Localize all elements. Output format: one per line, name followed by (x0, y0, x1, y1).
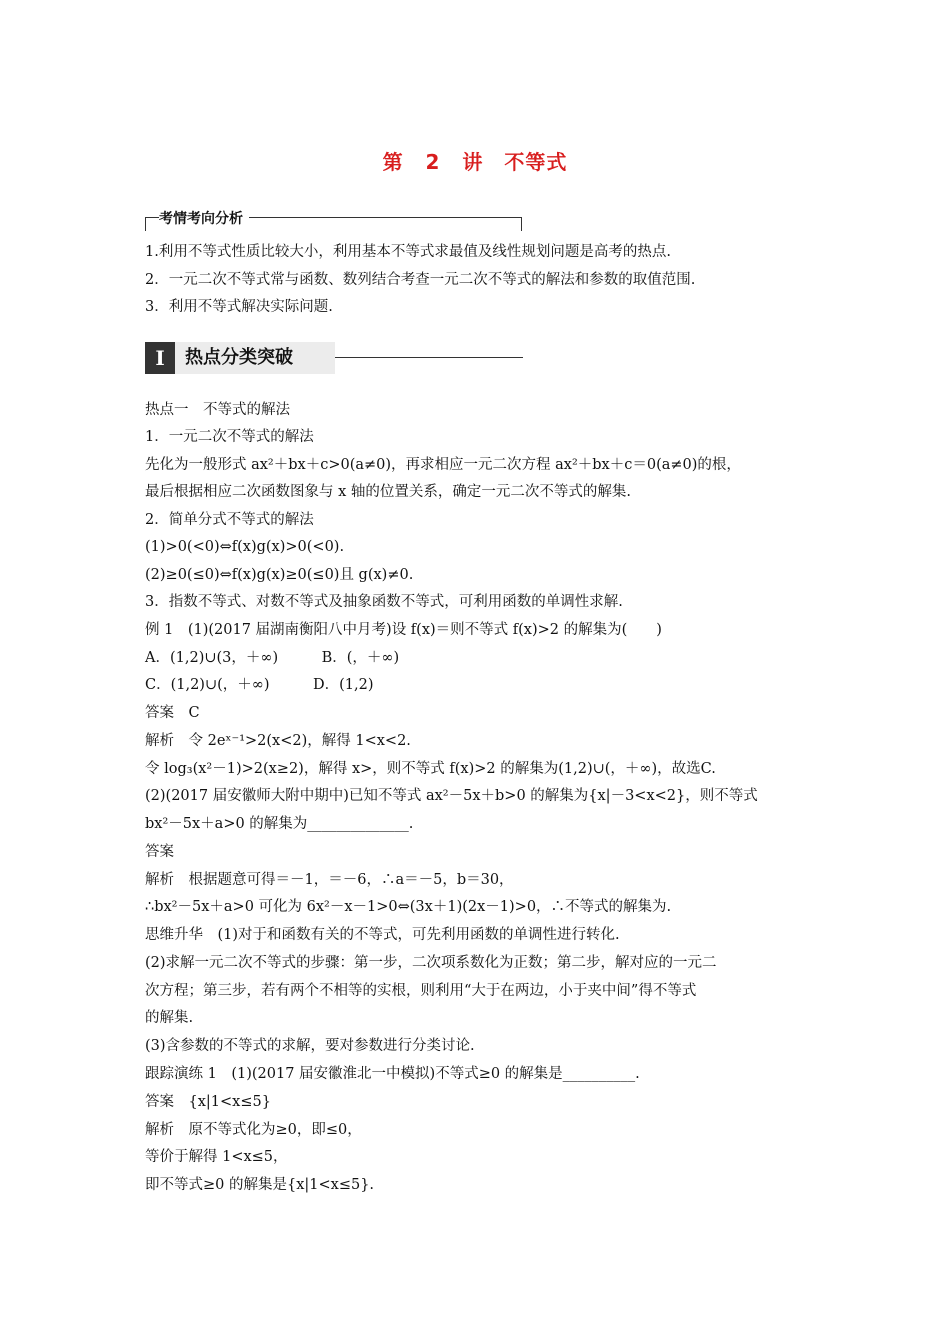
body-line: 最后根据相应二次函数图象与 x 轴的位置关系，确定一元二次不等式的解集. (145, 484, 632, 500)
analysis-rule-left-cap (145, 217, 146, 231)
body-line: 思维升华 (1)对于和函数有关的不等式，可先利用函数的单调性进行转化. (145, 927, 620, 943)
body-line: (3)含参数的不等式的求解，要对参数进行分类讨论. (145, 1038, 475, 1054)
body-line: 1．一元二次不等式的解法 (145, 429, 314, 445)
analysis-item: 2．一元二次不等式常与函数、数列结合考查一元二次不等式的解法和参数的取值范围. (145, 272, 696, 288)
body-line: (2)(2017 届安徽师大附中期中)已知不等式 ax²－5x＋b>0 的解集为{x|－3<x<2}，则不等式 (145, 788, 758, 804)
body-line: 先化为一般形式 ax²＋bx＋c>0(a≠0)，再求相应一元二次方程 ax²＋bx＋c＝0(a≠0)的根， (145, 457, 741, 473)
body-line: 3．指数不等式、对数不等式及抽象函数不等式，可利用函数的单调性求解. (145, 594, 623, 610)
body-line: 令 log₃(x²－1)>2(x≥2)，解得 x>，则不等式 f(x)>2 的解集为(1,2)∪(，＋∞)，故选C. (145, 761, 716, 777)
body-line: 答案 (145, 844, 174, 860)
body-line: 例 1 (1)(2017 届湖南衡阳八中月考)设 f(x)＝则不等式 f(x)>2 的解集为( ) (145, 622, 662, 638)
body-line: 热点一 不等式的解法 (145, 402, 290, 418)
body-line: 2．简单分式不等式的解法 (145, 512, 314, 528)
body-line: bx²－5x＋a>0 的解集为______________. (145, 816, 414, 832)
body-line: 等价于解得 1<x≤5， (145, 1149, 288, 1165)
page-title: 第 2 讲 不等式 (382, 150, 568, 174)
body-line: (2)求解一元二次不等式的步骤：第一步，二次项系数化为正数；第二步，解对应的一元二 (145, 955, 717, 971)
body-line: C．(1,2)∪(，＋∞) D．(1,2) (145, 677, 374, 693)
body-line: 解析 根据题意可得＝－1，＝－6，∴a＝－5，b＝30， (145, 872, 514, 888)
analysis-label: 考情考向分析 (159, 208, 249, 228)
body-line: 答案 {x|1<x≤5} (145, 1094, 271, 1110)
analysis-item: 3．利用不等式解决实际问题. (145, 299, 333, 315)
body-line: 答案 C (145, 705, 200, 721)
body-line: 次方程；第三步，若有两个不相等的实根，则利用“大于在两边，小于夹中间”得不等式 (145, 983, 697, 999)
body-line: (2)≥0(≤0)⇔f(x)g(x)≥0(≤0)且 g(x)≠0. (145, 567, 414, 583)
body-line: 的解集. (145, 1010, 194, 1026)
analysis-header (145, 208, 522, 232)
section-numeral: I (145, 342, 175, 374)
body-line: A．(1,2)∪(3，＋∞) B．(，＋∞) (145, 650, 400, 666)
body-line: 即不等式≥0 的解集是{x|1<x≤5}. (145, 1177, 375, 1193)
body-line: (1)>0(<0)⇔f(x)g(x)>0(<0). (145, 539, 345, 555)
analysis-rule-right-cap (521, 217, 522, 231)
analysis-item: 1.利用不等式性质比较大小，利用基本不等式求最值及线性规划问题是高考的热点. (145, 244, 671, 260)
section-rule (335, 357, 523, 358)
body-line: 解析 原不等式化为≥0，即≤0， (145, 1122, 362, 1138)
body-line: 解析 令 2eˣ⁻¹>2(x<2)，解得 1<x<2. (145, 733, 411, 749)
body-line: ∴bx²－5x＋a>0 可化为 6x²－x－1>0⇔(3x＋1)(2x－1)>0，∴不等式的解集为. (145, 899, 672, 915)
section-title: 热点分类突破 (185, 347, 293, 368)
section-header (145, 342, 335, 374)
body-line: 跟踪演练 1 (1)(2017 届安徽淮北一中模拟)不等式≥0 的解集是__________. (145, 1066, 640, 1082)
